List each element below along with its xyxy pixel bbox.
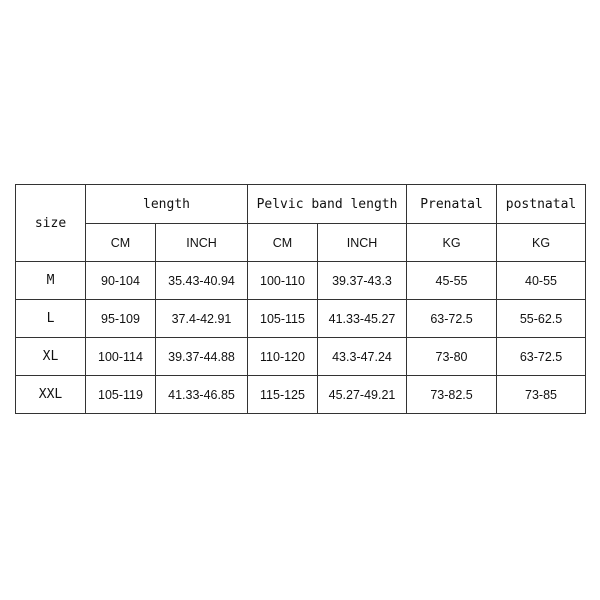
postnatal-header: postnatal xyxy=(497,185,586,224)
size-header: size xyxy=(16,185,86,262)
header-row-groups xyxy=(16,185,586,224)
unit-header-length-cm: CM xyxy=(86,224,156,262)
prenatal-kg-cell: 63-72.5 xyxy=(407,300,497,338)
pelvic-inch-cell: 43.3-47.24 xyxy=(318,338,407,376)
length-inch-cell: 35.43-40.94 xyxy=(156,262,248,300)
size-cell: L xyxy=(16,300,86,338)
size-chart-table xyxy=(15,184,586,414)
prenatal-kg-cell: 45-55 xyxy=(407,262,497,300)
pelvic-inch-cell: 45.27-49.21 xyxy=(318,376,407,414)
length-header: length xyxy=(86,185,248,224)
postnatal-kg-cell: 73-85 xyxy=(497,376,586,414)
pelvic-inch-cell: 41.33-45.27 xyxy=(318,300,407,338)
unit-header-prenatal-kg: KG xyxy=(407,224,497,262)
header-row-units xyxy=(16,224,586,262)
pelvic-cm-cell: 115-125 xyxy=(248,376,318,414)
table-row xyxy=(16,300,586,338)
pelvic-cm-cell: 110-120 xyxy=(248,338,318,376)
length-inch-cell: 41.33-46.85 xyxy=(156,376,248,414)
unit-header-postnatal-kg: KG xyxy=(497,224,586,262)
size-cell: XXL xyxy=(16,376,86,414)
length-inch-cell: 37.4-42.91 xyxy=(156,300,248,338)
prenatal-kg-cell: 73-82.5 xyxy=(407,376,497,414)
table-row xyxy=(16,262,586,300)
pelvic-inch-cell: 39.37-43.3 xyxy=(318,262,407,300)
prenatal-kg-cell: 73-80 xyxy=(407,338,497,376)
table-row xyxy=(16,338,586,376)
pelvic-cm-cell: 100-110 xyxy=(248,262,318,300)
unit-header-pelvic-cm: CM xyxy=(248,224,318,262)
length-cm-cell: 105-119 xyxy=(86,376,156,414)
unit-header-pelvic-inch: INCH xyxy=(318,224,407,262)
postnatal-kg-cell: 55-62.5 xyxy=(497,300,586,338)
length-cm-cell: 90-104 xyxy=(86,262,156,300)
length-cm-cell: 95-109 xyxy=(86,300,156,338)
unit-header-length-inch: INCH xyxy=(156,224,248,262)
length-inch-cell: 39.37-44.88 xyxy=(156,338,248,376)
table-row xyxy=(16,376,586,414)
postnatal-kg-cell: 63-72.5 xyxy=(497,338,586,376)
pelvic-cm-cell: 105-115 xyxy=(248,300,318,338)
length-cm-cell: 100-114 xyxy=(86,338,156,376)
pelvic-band-length-header: Pelvic band length xyxy=(248,185,407,224)
prenatal-header: Prenatal xyxy=(407,185,497,224)
size-cell: M xyxy=(16,262,86,300)
postnatal-kg-cell: 40-55 xyxy=(497,262,586,300)
size-cell: XL xyxy=(16,338,86,376)
